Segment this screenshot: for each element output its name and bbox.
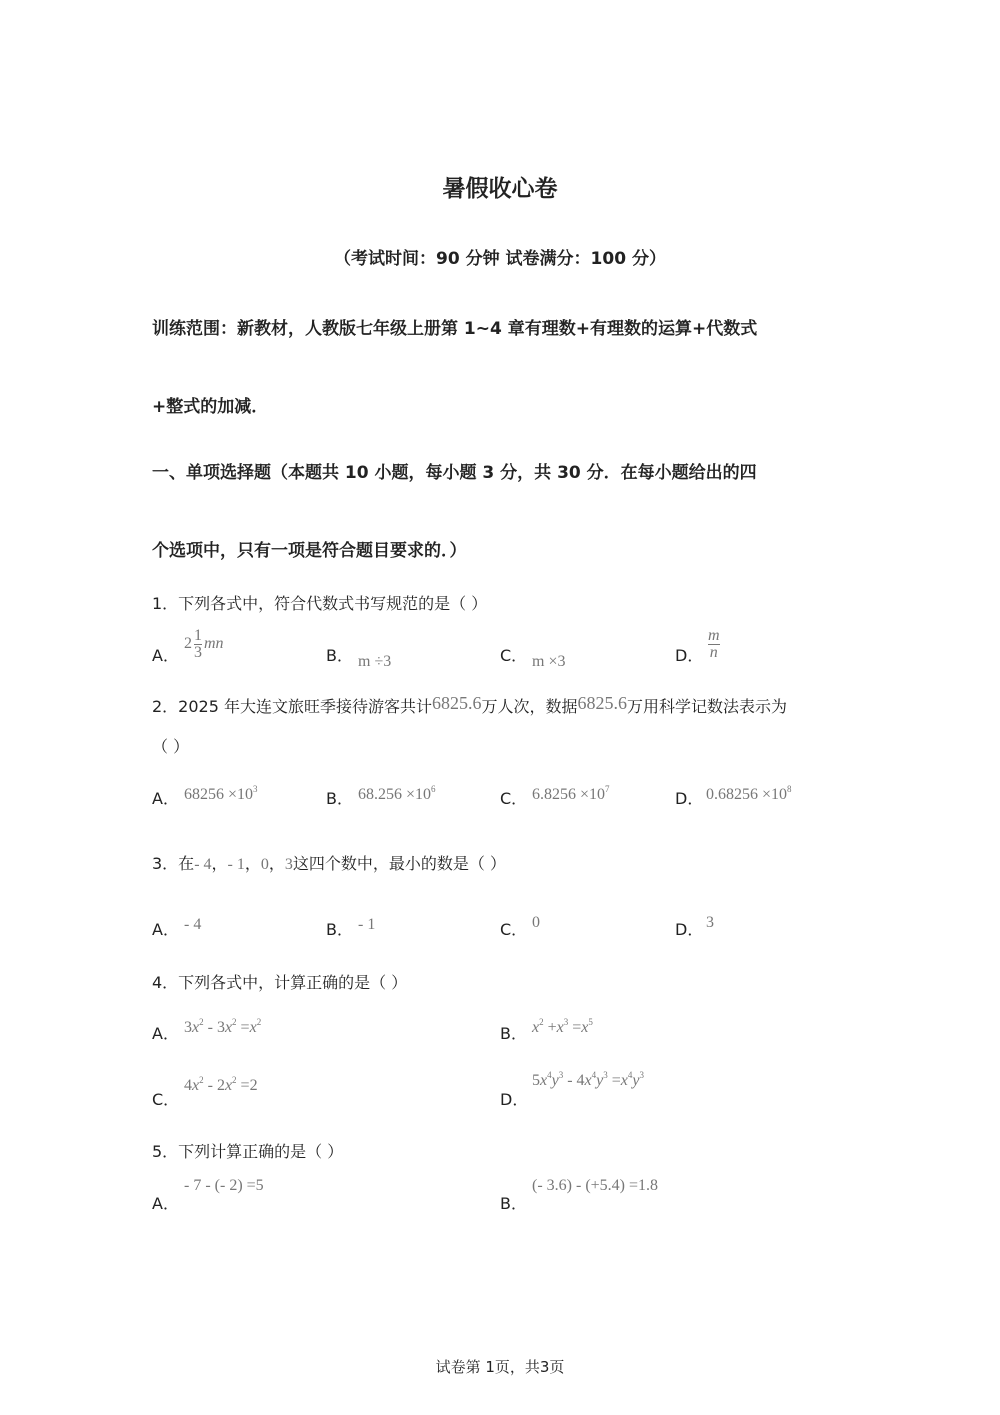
q3-option-b-label: B． [326, 920, 353, 939]
scope-line-1: 训练范围：新教材，人教版七年级上册第 1~4 章有理数+有理数的运算+代数式 [152, 319, 758, 339]
q5-option-b-label: B． [500, 1194, 527, 1213]
q3-option-a-label: A． [152, 920, 179, 939]
q1-option-d-expr: $\frac{m}{n}$ [708, 627, 720, 661]
q4-option-d-label: D． [500, 1090, 529, 1109]
question-4-stem: 4．下列各式中，计算正确的是（ ） [152, 973, 408, 992]
q5-option-b-expr: (- 3.6) - (+5.4) =1.8 [532, 1177, 659, 1194]
q1-option-d-label: D． [675, 646, 704, 665]
exam-info: （考试时间：90 分钟 试卷满分：100 分） [334, 249, 666, 269]
q5-option-a-label: A． [152, 1194, 179, 1213]
q2-option-c-expr: $6.8256 \times 10^7$ [532, 784, 610, 803]
q3-option-a-value: - 4 [184, 916, 202, 933]
question-3-stem: 3．在- 4，- 1，0，3这四个数中，最小的数是（ ） [152, 854, 506, 873]
page-footer: 试卷第 1页，共3页 [435, 1358, 565, 1376]
q4-option-b-expr: $x^2 +x^3 =x^5$ [532, 1017, 593, 1036]
q2-option-b-expr: $68.256 \times 10^6$ [358, 784, 436, 803]
q4-option-d-expr: $5x^4y^3 - 4x^4y^3 =x^4y^3$ [532, 1070, 645, 1089]
q4-option-b-label: B． [500, 1024, 527, 1043]
question-1-stem: 1．下列各式中，符合代数式书写规范的是（ ） [152, 594, 488, 613]
q4-option-a-expr: $3x^2 - 3x^2 =x^2$ [184, 1017, 262, 1036]
q1-option-b-expr: m ÷3 [358, 653, 392, 670]
section-heading-line-1: 一、单项选择题（本题共 10 小题，每小题 3 分，共 30 分．在每小题给出的四 [152, 463, 757, 483]
q4-option-c-expr: $4x^2 - 2x^2 =2$ [184, 1075, 258, 1094]
q1-option-a-expr: $2 \frac{1}{3}$ mn [184, 627, 224, 661]
scope-line-2: +整式的加减． [152, 397, 269, 417]
q2-option-a-label: A． [152, 789, 179, 808]
q3-option-d-value: 3 [706, 914, 714, 931]
q2-option-a-expr: $68256 \times 10^3$ [184, 784, 258, 803]
q1-option-a-label: A． [152, 646, 179, 665]
q4-option-c-label: C． [152, 1090, 180, 1109]
section-heading-line-2: 个选项中，只有一项是符合题目要求的．） [152, 541, 467, 561]
q1-option-b-label: B． [326, 646, 353, 665]
q1-option-c-label: C． [500, 646, 528, 665]
q2-option-b-label: B． [326, 789, 353, 808]
q3-option-c-label: C． [500, 920, 528, 939]
q2-option-d-expr: $0.68256 \times 10^8$ [706, 784, 792, 803]
q1-option-c-expr: m ×3 [532, 653, 566, 670]
q4-option-a-label: A． [152, 1024, 179, 1043]
q3-option-c-value: 0 [532, 914, 540, 931]
question-5-stem: 5．下列计算正确的是（ ） [152, 1142, 344, 1161]
q5-option-a-expr: - 7 - (- 2) =5 [184, 1177, 264, 1194]
q2-option-c-label: C． [500, 789, 528, 808]
q2-option-d-label: D． [675, 789, 704, 808]
page-title: 暑假收心卷 [442, 176, 558, 202]
q3-option-d-label: D． [675, 920, 704, 939]
q3-option-b-value: - 1 [358, 916, 376, 933]
question-2-paren: （ ） [152, 737, 190, 756]
question-2-stem: 2．2025 年大连文旅旺季接待游客共计6825.6万人次，数据6825.6万用科学记数法表示为 [152, 693, 788, 716]
